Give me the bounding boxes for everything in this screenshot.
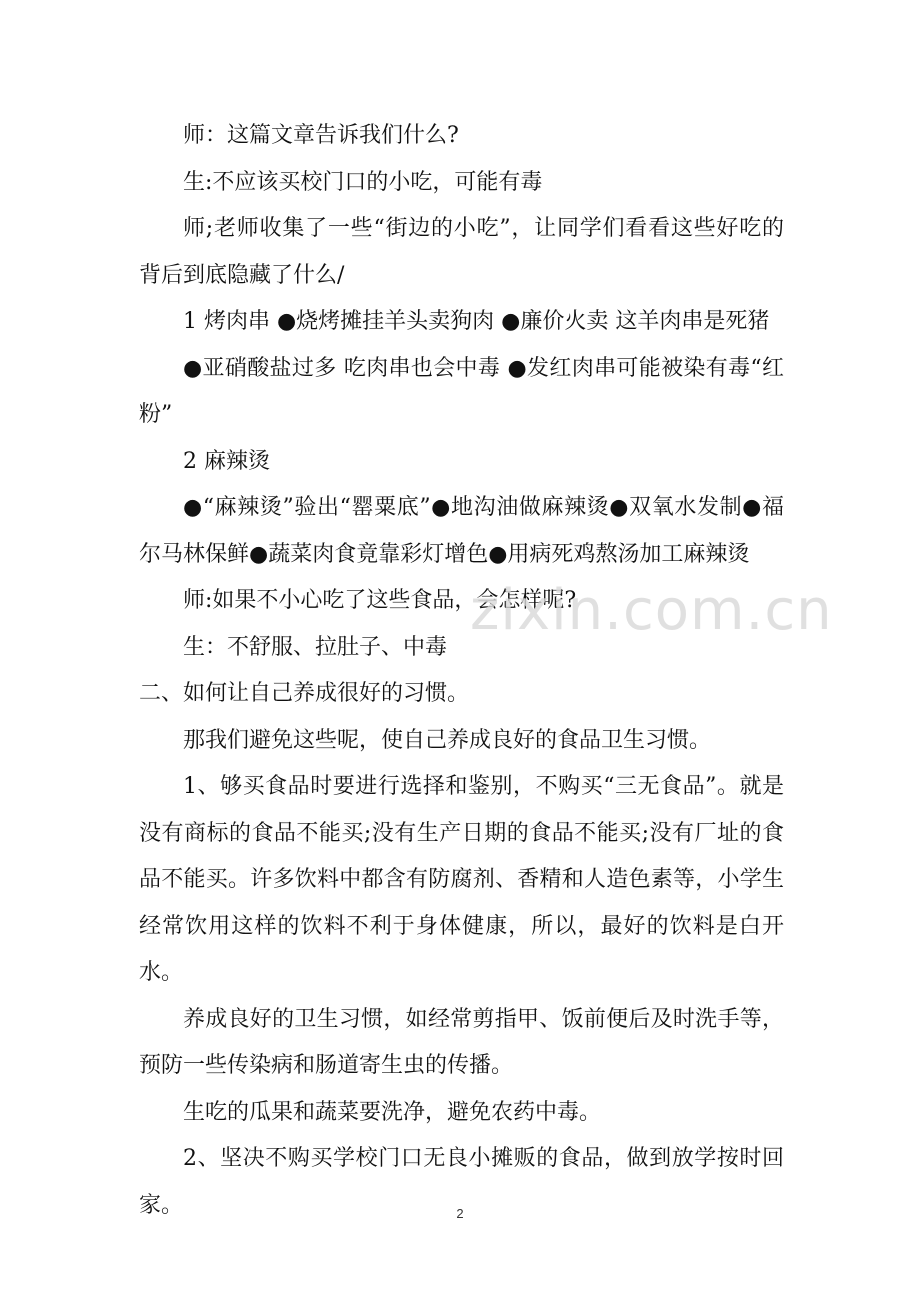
- paragraph: ●亚硝酸盐过多 吃肉串也会中毒 ●发红肉串可能被染有毒“红粉”: [139, 355, 784, 427]
- paragraph: 那我们避免这些呢，使自己养成良好的食品卫生习惯。: [183, 727, 712, 753]
- document-body: [139, 113, 784, 1229]
- section-heading: 二、如何让自己养成很好的习惯。: [139, 681, 470, 706]
- paragraph: 1、够买食品时要进行选择和鉴别，不购买“三无食品”。就是没有商标的食品不能买;没有生产日期的食品不能买;没有厂址的食品不能买。许多饮料中都含有防腐剂、香精和人造色素等，小学生经常饮用这样的饮料不利于身体健康，所以，最好的饮料是白开水。: [139, 774, 784, 985]
- paragraph: 2 麻辣烫: [183, 448, 270, 474]
- paragraph: 2、坚决不购买学校门口无良小摊贩的食品，做到放学按时回家。: [139, 1146, 784, 1218]
- paragraph: 生:不应该买校门口的小吃，可能有毒: [183, 169, 543, 195]
- paragraph: 1 烤肉串 ●烧烤摊挂羊头卖狗肉 ●廉价火卖 这羊肉串是死猪: [183, 309, 770, 334]
- paragraph: 师;老师收集了一些“街边的小吃”，让同学们看看这些好吃的背后到底隐藏了什么/: [139, 216, 784, 288]
- paragraph: 师:如果不小心吃了这些食品，会怎样呢?: [183, 588, 577, 613]
- paragraph: 养成良好的卫生习惯，如经常剪指甲、饭前便后及时洗手等，预防一些传染病和肠道寄生虫的传播。: [139, 1006, 784, 1078]
- paragraph: 生：不舒服、拉肚子、中毒: [183, 634, 448, 660]
- page-number: 2: [456, 1206, 464, 1221]
- watermark: zixin.com.cn: [470, 578, 833, 643]
- paragraph: 生吃的瓜果和蔬菜要洗净，避免农药中毒。: [183, 1099, 602, 1125]
- paragraph: 师：这篇文章告诉我们什么?: [183, 123, 459, 148]
- paragraph: ●“麻辣烫”验出“罂粟底”●地沟油做麻辣烫●双氧水发制●福尔马林保鲜●蔬菜肉食竟靠彩灯增色●用病死鸡熬汤加工麻辣烫: [139, 495, 784, 567]
